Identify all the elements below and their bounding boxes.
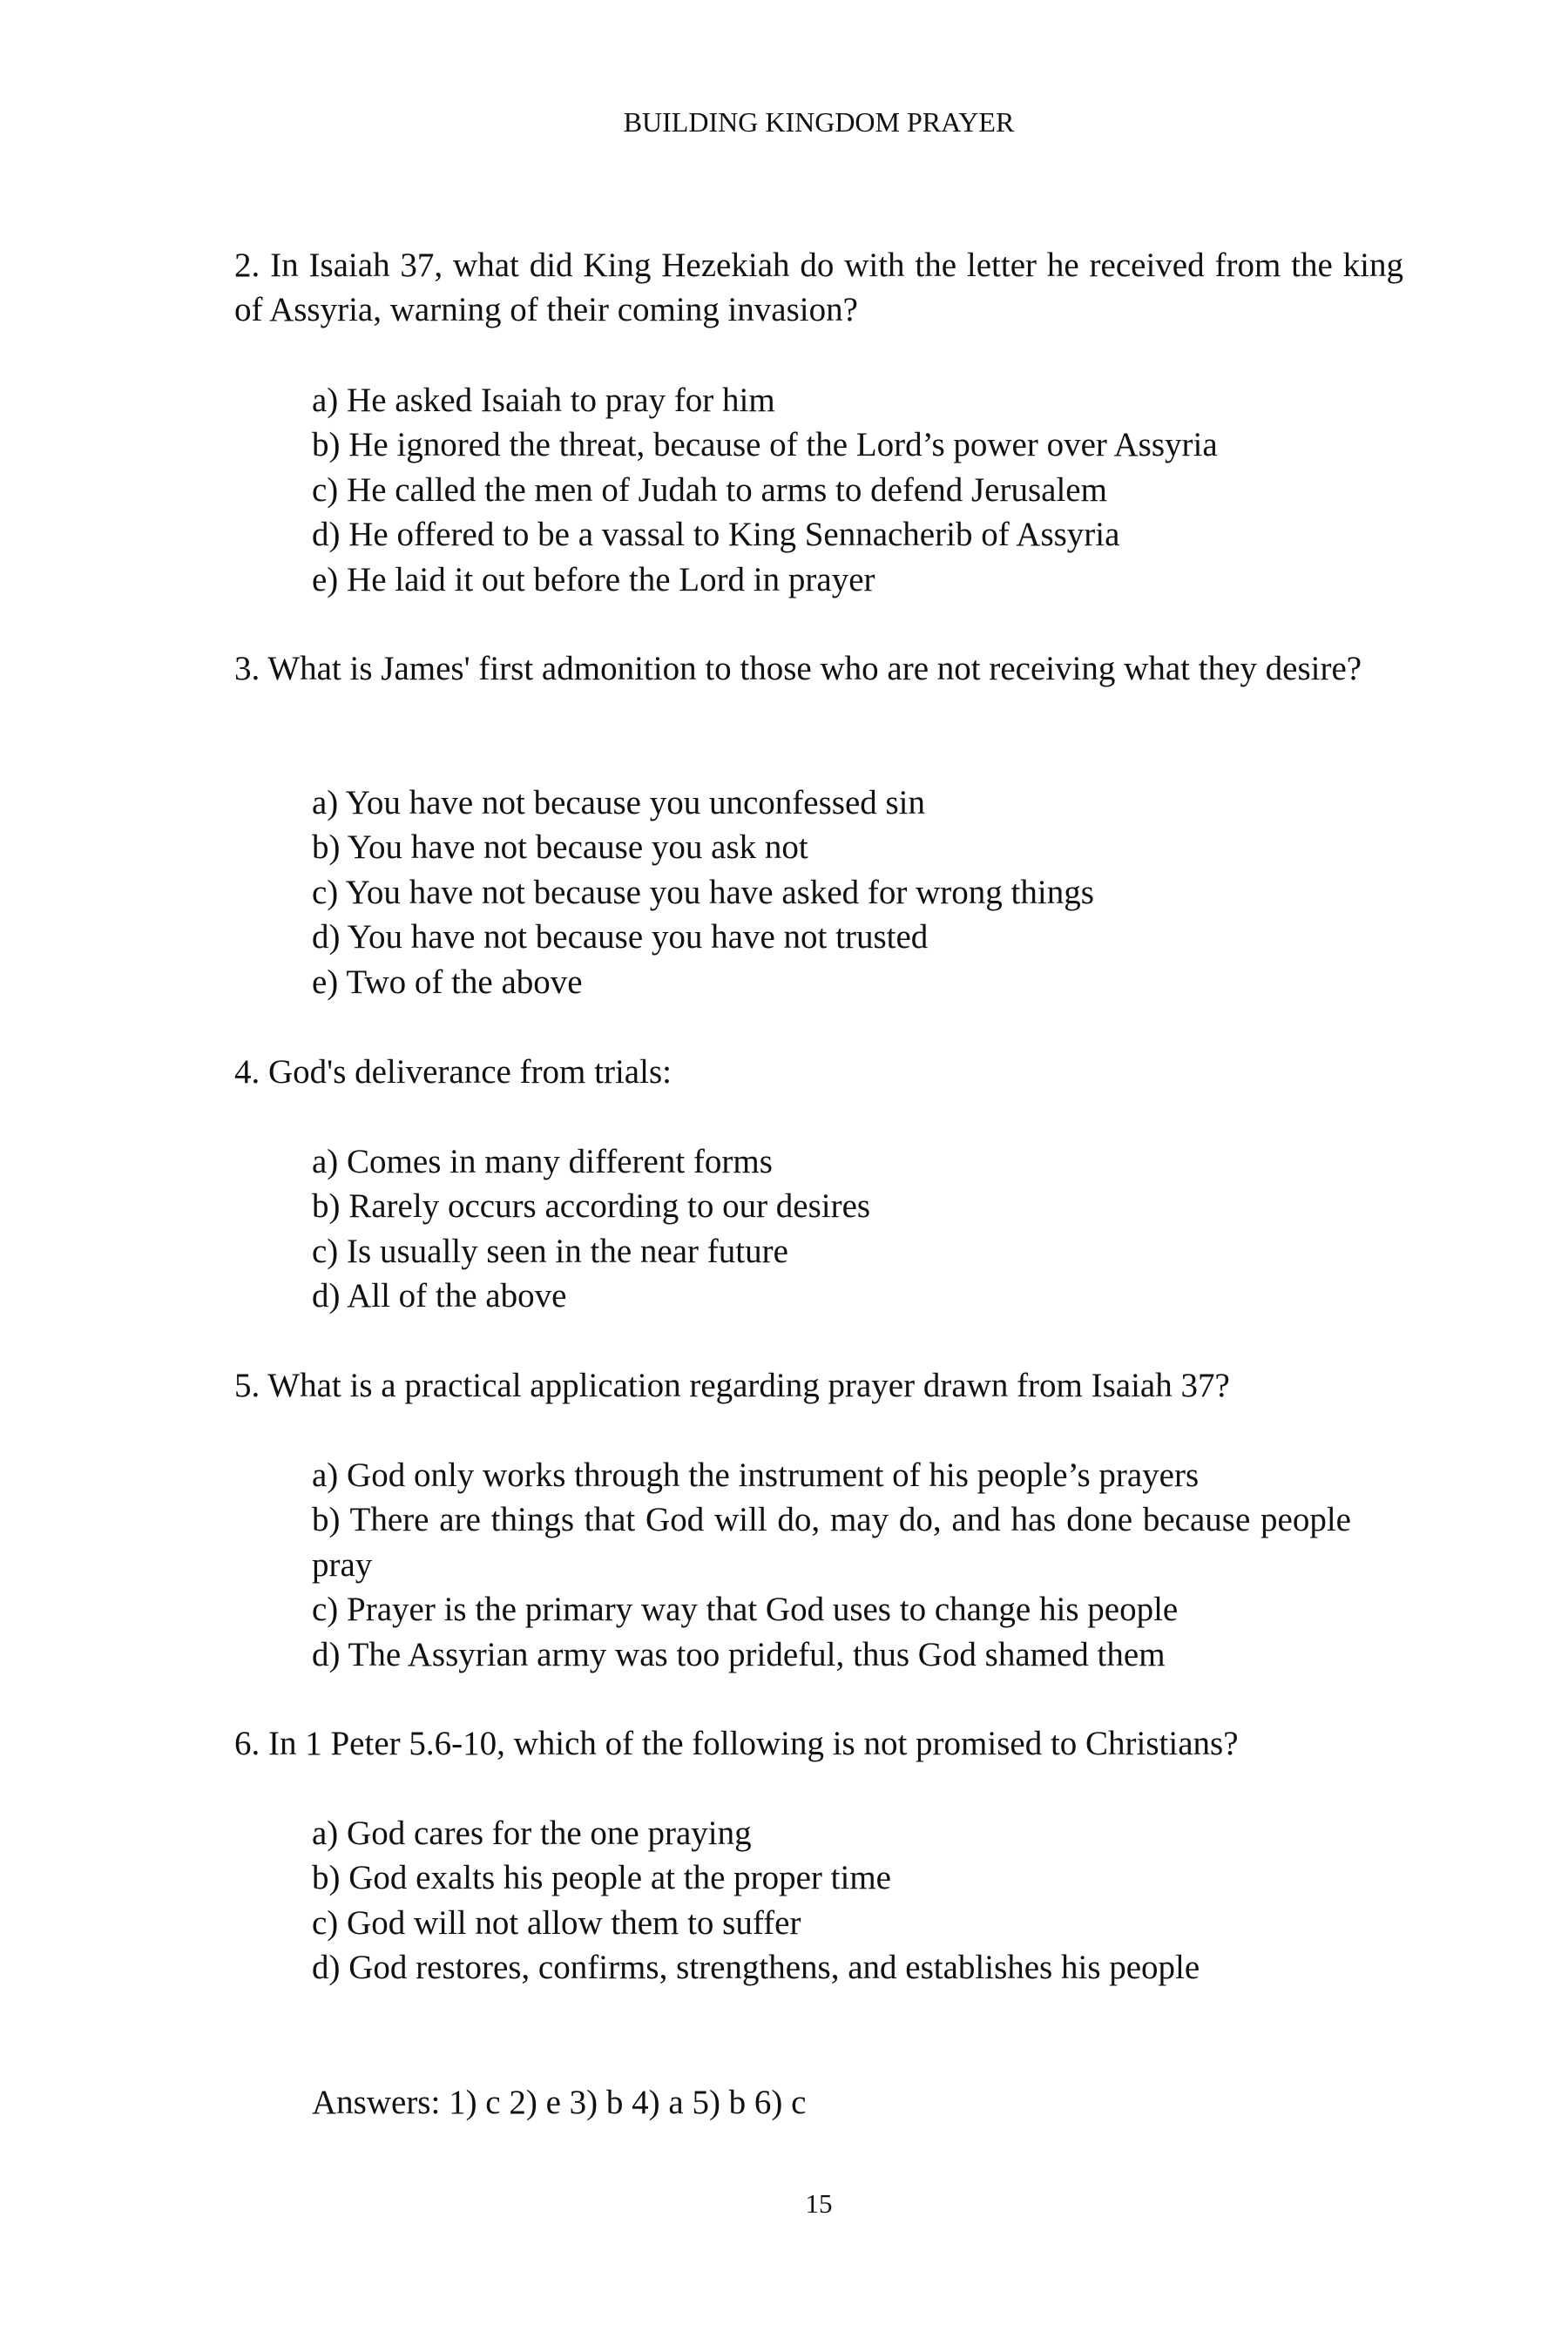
option: d) He offered to be a vassal to King Sennacherib of Assyria [312, 516, 1120, 554]
option: d) The Assyrian army was too prideful, thus God shamed them [312, 1635, 1166, 1673]
question-3-options [312, 781, 1403, 1004]
option: e) He laid it out before the Lord in prayer [312, 560, 875, 598]
page-number: 15 [805, 2188, 833, 2219]
question-5-options [312, 1453, 1403, 1677]
option: c) He called the men of Judah to arms to defend Jerusalem [312, 470, 1107, 509]
question-2-options [312, 378, 1403, 602]
question-3: 3. What is James' first admonition to those who are not receiving what they desire? [234, 650, 1362, 687]
option: e) Two of the above [312, 963, 583, 1001]
option: a) God only works through the instrument of his people’s prayers [312, 1456, 1200, 1494]
option: c) Prayer is the primary way that God uses to change his people [312, 1591, 1179, 1629]
option: c) You have not because you have asked for wrong things [312, 873, 1094, 911]
option: a) Comes in many different forms [312, 1143, 773, 1180]
option: d) All of the above [312, 1277, 567, 1315]
question-4: 4. God's deliverance from trials: [234, 1053, 672, 1091]
answer-key: Answers: 1) c 2) e 3) b 4) a 5) b 6) c [312, 2084, 807, 2121]
option: a) God cares for the one praying [312, 1815, 752, 1852]
option: b) He ignored the threat, because of the Lord’s power over Assyria [312, 426, 1218, 464]
option: c) God will not allow them to suffer [312, 1903, 801, 1942]
question-4-options [312, 1139, 1403, 1319]
option: b) You have not because you ask not [312, 828, 808, 867]
option: a) He asked Isaiah to pray for him [312, 382, 775, 419]
option: d) God restores, confirms, strengthens, and establishes his people [312, 1949, 1200, 1987]
option: d) You have not because you have not trusted [312, 918, 929, 956]
question-2: 2. In Isaiah 37, what did King Hezekiah do with the letter he received from the king of Assyria, warning of their coming invasion? [234, 247, 1403, 329]
option: c) Is usually seen in the near future [312, 1232, 788, 1270]
running-header: BUILDING KINGDOM PRAYER [623, 106, 1015, 138]
option: a) You have not because you unconfessed sin [312, 784, 926, 821]
question-6-options [312, 1811, 1403, 1990]
option: b) There are things that God will do, may do, and has done because people pray [312, 1501, 1351, 1584]
option: b) God exalts his people at the proper time [312, 1859, 891, 1897]
option: b) Rarely occurs according to our desires [312, 1187, 871, 1226]
question-5: 5. What is a practical application regarding prayer drawn from Isaiah 37? [234, 1367, 1230, 1404]
question-6: 6. In 1 Peter 5.6-10, which of the following is not promised to Christians? [234, 1725, 1239, 1762]
